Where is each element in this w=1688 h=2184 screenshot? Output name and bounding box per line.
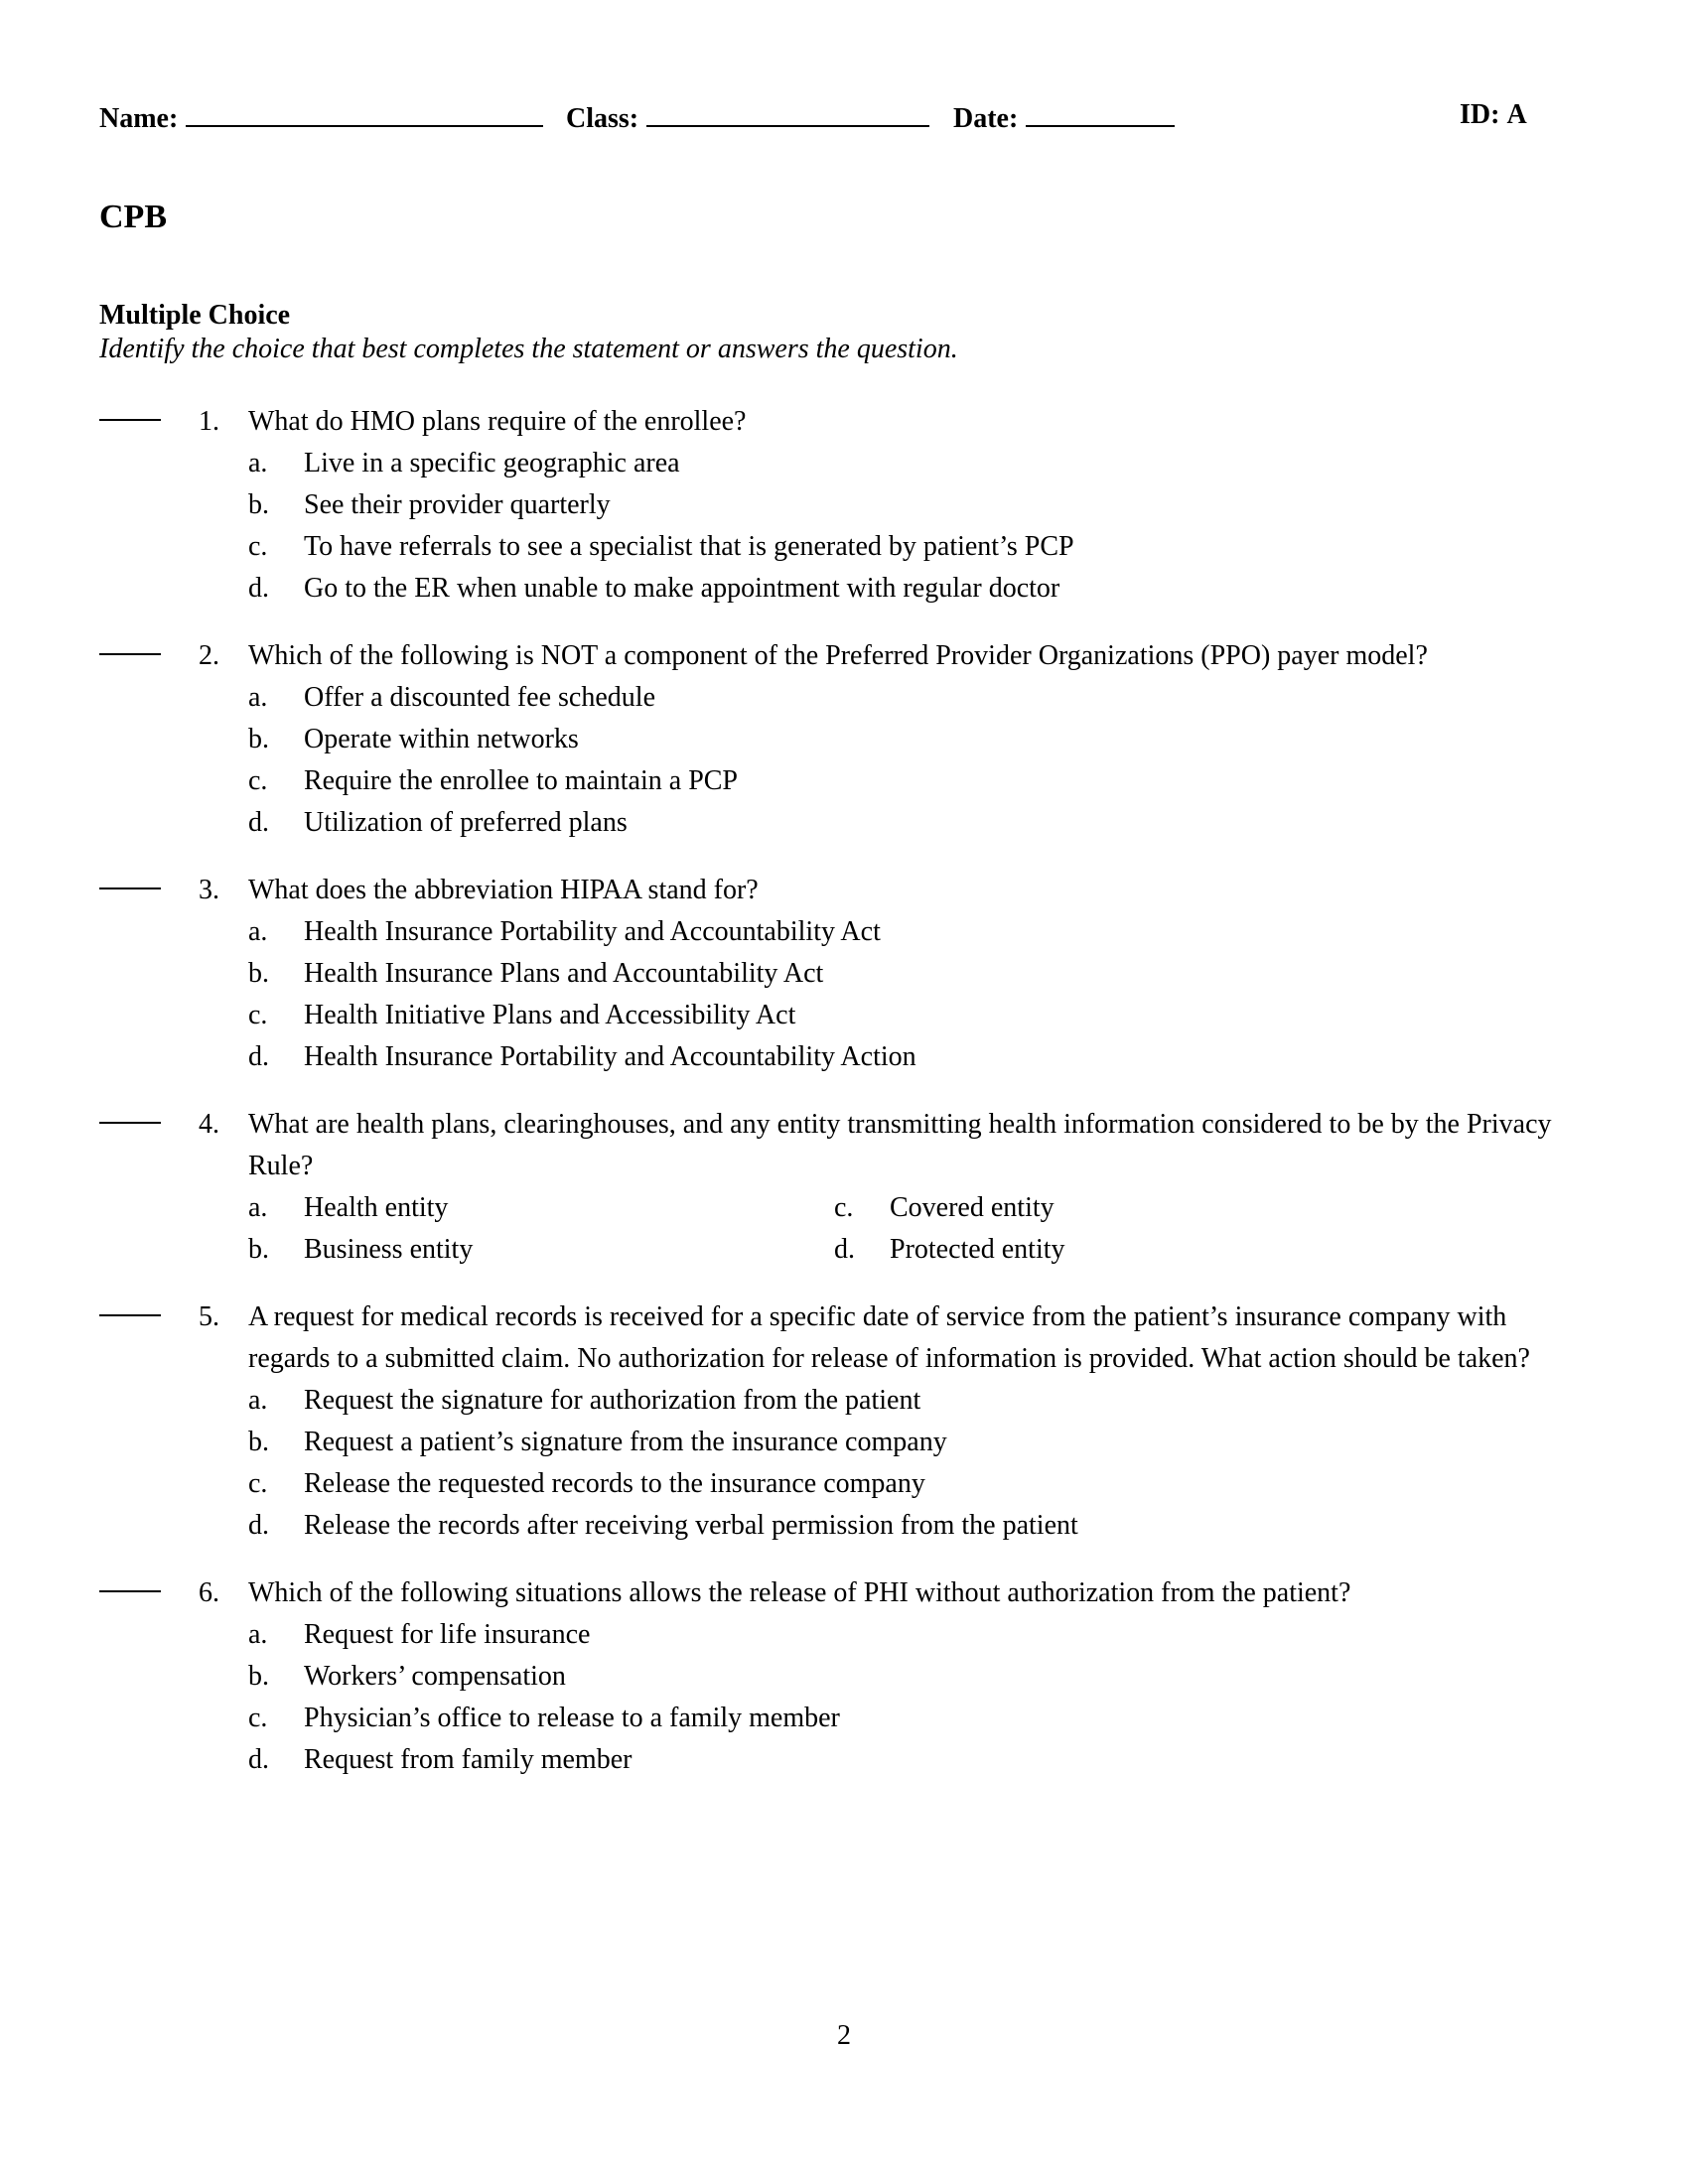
option-text: Health Initiative Plans and Accessibility Act	[304, 1000, 796, 1030]
option-text: Request the signature for authorization from the patient	[304, 1385, 921, 1416]
option-letter: b.	[248, 1661, 269, 1692]
option-b	[248, 1229, 834, 1271]
question-list	[0, 401, 1688, 1807]
section-title: Multiple Choice	[99, 300, 291, 331]
option-letter: d.	[248, 573, 269, 604]
option-b	[248, 484, 1589, 526]
question-text: What do HMO plans require of the enrollee?	[248, 406, 747, 437]
question-number: 4.	[199, 1109, 219, 1140]
option-text: Covered entity	[890, 1192, 1055, 1223]
option-c	[834, 1187, 1420, 1229]
answer-blank[interactable]	[99, 887, 161, 889]
option-letter: a.	[248, 448, 268, 478]
option-letter: d.	[248, 1744, 269, 1775]
option-letter: a.	[248, 682, 268, 713]
date-field	[953, 99, 1175, 135]
option-letter: c.	[248, 1000, 268, 1030]
question-5	[0, 1297, 1688, 1547]
option-letter: b.	[248, 958, 269, 989]
option-c	[248, 526, 1589, 568]
option-text: Health Insurance Portability and Accountability Action	[304, 1041, 916, 1072]
option-a	[248, 911, 1589, 953]
option-letter: c.	[834, 1192, 854, 1223]
option-letter: c.	[248, 1703, 268, 1733]
answer-blank[interactable]	[99, 419, 161, 421]
option-b	[248, 719, 1589, 760]
answer-blank[interactable]	[99, 1314, 161, 1316]
option-text: Release the records after receiving verbal permission from the patient	[304, 1510, 1078, 1541]
option-text: See their provider quarterly	[304, 489, 611, 520]
question-number: 3.	[199, 875, 219, 905]
id-field	[1460, 99, 1527, 131]
option-text: Health entity	[304, 1192, 449, 1223]
question-2	[0, 635, 1688, 844]
options	[248, 443, 1589, 610]
option-letter: d.	[248, 1041, 269, 1072]
question-number: 1.	[199, 406, 219, 437]
options	[248, 1187, 1589, 1271]
option-b	[248, 953, 1589, 995]
question-text: A request for medical records is received for a specific date of service from the patient’s insurance company with regards to a submitted claim. No authorization for release of information is provided. What action should be taken?	[248, 1301, 1530, 1374]
option-letter: d.	[248, 807, 269, 838]
option-text: Physician’s office to release to a family member	[304, 1703, 840, 1733]
exam-title: CPB	[99, 199, 167, 235]
id-value: A	[1506, 99, 1527, 130]
option-text: Utilization of preferred plans	[304, 807, 628, 838]
section-instructions: Identify the choice that best completes the statement or answers the question.	[99, 334, 958, 364]
option-text: Health Insurance Portability and Accountability Act	[304, 916, 881, 947]
question-4	[0, 1104, 1688, 1271]
option-a	[248, 443, 1589, 484]
option-text: Live in a specific geographic area	[304, 448, 680, 478]
name-blank[interactable]	[186, 99, 543, 127]
option-text: Health Insurance Plans and Accountability Act	[304, 958, 824, 989]
option-a	[248, 1380, 1589, 1422]
option-text: Operate within networks	[304, 724, 579, 754]
options	[248, 911, 1589, 1078]
option-text: Business entity	[304, 1234, 474, 1265]
name-label: Name:	[99, 103, 179, 134]
name-field	[99, 99, 543, 135]
option-letter: a.	[248, 916, 268, 947]
question-6	[0, 1572, 1688, 1781]
answer-blank[interactable]	[99, 1590, 161, 1592]
option-d	[248, 568, 1589, 610]
date-blank[interactable]	[1026, 99, 1175, 127]
option-letter: b.	[248, 489, 269, 520]
option-text: Request a patient’s signature from the insurance company	[304, 1427, 947, 1457]
question-3	[0, 870, 1688, 1078]
option-d	[248, 802, 1589, 844]
answer-blank[interactable]	[99, 1122, 161, 1124]
option-d	[248, 1739, 1589, 1781]
option-c	[248, 760, 1589, 802]
option-c	[248, 1698, 1589, 1739]
question-number: 2.	[199, 640, 219, 671]
question-text: What does the abbreviation HIPAA stand for?	[248, 875, 759, 905]
option-letter: a.	[248, 1385, 268, 1416]
option-text: Request from family member	[304, 1744, 633, 1775]
class-label: Class:	[566, 103, 639, 134]
option-a	[248, 1614, 1589, 1656]
option-text: Request for life insurance	[304, 1619, 591, 1650]
class-blank[interactable]	[646, 99, 929, 127]
id-label: ID:	[1460, 99, 1500, 130]
option-letter: d.	[248, 1510, 269, 1541]
option-letter: b.	[248, 724, 269, 754]
options	[248, 1614, 1589, 1781]
option-text: Require the enrollee to maintain a PCP	[304, 765, 739, 796]
option-letter: a.	[248, 1619, 268, 1650]
option-a	[248, 677, 1589, 719]
option-letter: b.	[248, 1234, 269, 1265]
option-text: Protected entity	[890, 1234, 1065, 1265]
option-b	[248, 1656, 1589, 1698]
question-number: 5.	[199, 1301, 219, 1332]
option-c	[248, 1463, 1589, 1505]
question-number: 6.	[199, 1577, 219, 1608]
question-1	[0, 401, 1688, 610]
answer-blank[interactable]	[99, 653, 161, 655]
option-letter: c.	[248, 765, 268, 796]
question-text: What are health plans, clearinghouses, and any entity transmitting health information considered to be by the Privacy Rule?	[248, 1109, 1552, 1181]
option-text: Offer a discounted fee schedule	[304, 682, 655, 713]
option-d	[834, 1229, 1420, 1271]
question-text: Which of the following situations allows the release of PHI without authorization from the patient?	[248, 1577, 1351, 1608]
option-c	[248, 995, 1589, 1036]
option-letter: c.	[248, 1468, 268, 1499]
option-a	[248, 1187, 834, 1229]
option-text: To have referrals to see a specialist that is generated by patient’s PCP	[304, 531, 1074, 562]
option-d	[248, 1505, 1589, 1547]
option-text: Go to the ER when unable to make appointment with regular doctor	[304, 573, 1060, 604]
header	[99, 99, 1539, 139]
option-text: Release the requested records to the insurance company	[304, 1468, 925, 1499]
option-letter: d.	[834, 1234, 855, 1265]
date-label: Date:	[953, 103, 1019, 134]
option-text: Workers’ compensation	[304, 1661, 566, 1692]
options	[248, 1380, 1589, 1547]
question-text: Which of the following is NOT a component of the Preferred Provider Organizations (PPO) payer model?	[248, 640, 1428, 671]
option-b	[248, 1422, 1589, 1463]
class-field	[566, 99, 929, 135]
option-letter: a.	[248, 1192, 268, 1223]
option-letter: c.	[248, 531, 268, 562]
option-d	[248, 1036, 1589, 1078]
option-letter: b.	[248, 1427, 269, 1457]
options	[248, 677, 1589, 844]
page-number: 2	[837, 2020, 851, 2051]
